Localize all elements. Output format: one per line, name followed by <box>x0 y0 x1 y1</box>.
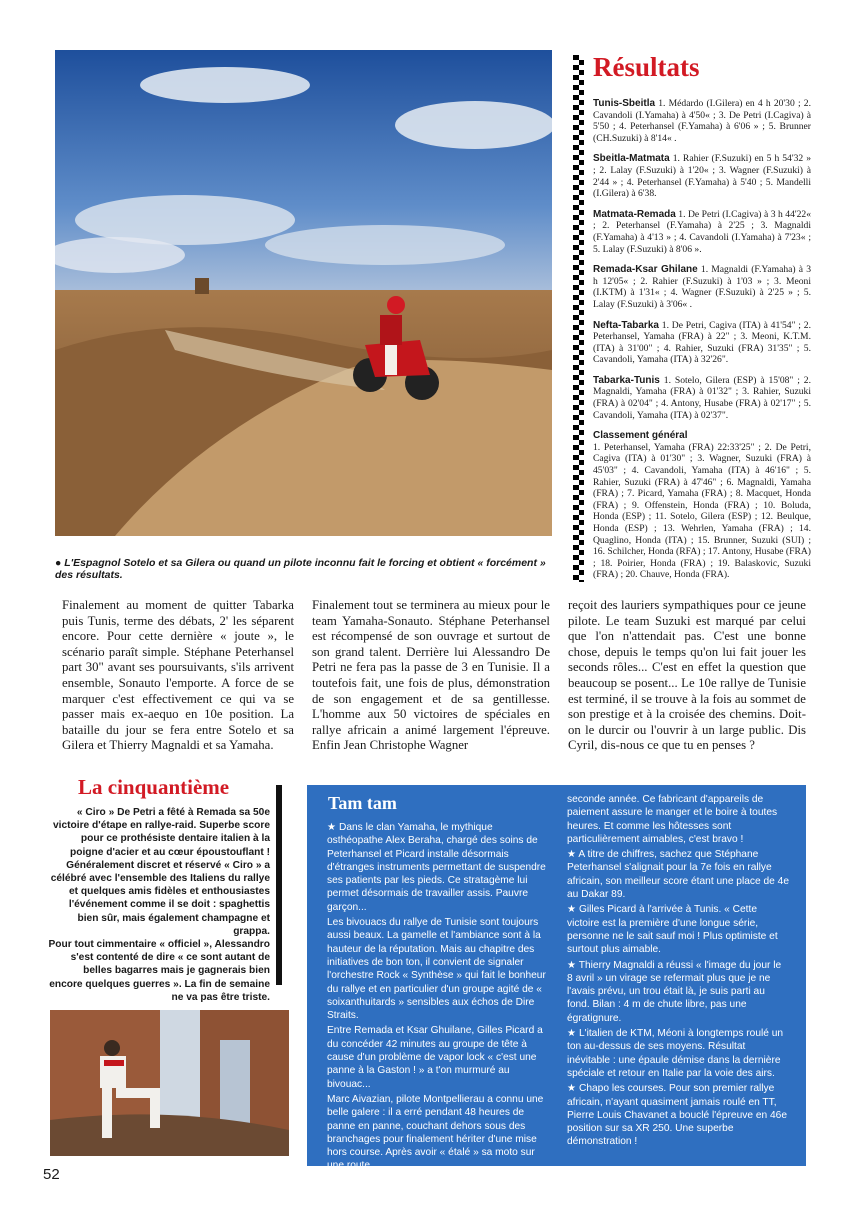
result-item: Nefta-Tabarka 1. De Petri, Cagiva (ITA) à 41'54" ; 2. Peterhansel, Yamaha (FRA) à 22" ; 3. Meoni, K.T.M. (ITA) à 31'00" ; 4. Rahier, Suzuki (FRA) 31'35" ; 5. Cavandoli, Yamaha (ITA) à 32'26". <box>593 319 811 366</box>
cinquantieme-paragraph: « Ciro » De Petri a fêté à Remada sa 50e victoire d'étape en rallye-raid. Superbe score pour ce prothésiste dentaire italien à la poigne d'acier et au cœur époustouflant ! <box>52 807 270 858</box>
tamtam-column-left <box>327 821 549 1190</box>
sidebar-rule <box>276 785 282 985</box>
tamtam-paragraph: ★ Gilles Picard à l'arrivée à Tunis. « Cette victoire est la première d'une longue série, personne ne le sait sauf moi ! Plus optimiste et surtout plus aimable. <box>567 904 778 956</box>
cinquantieme-paragraph: Généralement discret et réservé « Ciro » a célébré avec l'ensemble des Italiens du rallye et quelques amis fidèles et enthousiastes l'événement comme il se doit : spaghettis bien sûr, mais également champagne et grappa. <box>50 859 270 937</box>
results-list <box>593 98 811 590</box>
cinquantieme-paragraph: Pour tout cimmentaire « officiel », Alessandro s'est contenté de dire « ce sont autant de belles bagarres mais je gagnerais bien encore quelques guerres ». La fin de semaine ne va pas être triste. <box>48 939 270 1003</box>
rally-photo <box>55 50 552 536</box>
cinquantieme-body <box>48 806 270 1004</box>
page-number: 52 <box>43 1166 60 1183</box>
results-title: Résultats <box>593 52 700 82</box>
photo-caption: ● L'Espagnol Sotelo et sa Gilera ou quand un pilote inconnu fait le forcing et obtient « forcément » des résultats. <box>55 557 546 581</box>
result-item: Sbeitla-Matmata 1. Rahier (F.Suzuki) en 5 h 54'32 » ; 2. Lalay (F.Suzuki) à 1'20« ; 3. Wagner (F.Suzuki) à 2'44 » ; 4. Peterhansel (F.Yamaha) à 5'40 ; 5. Mandelli (I.Gilera) à 6'38. <box>593 153 811 200</box>
tamtam-paragraph: ★ Dans le clan Yamaha, le mythique osthéopathe Alex Beraha, chargé des soins de Peterhansel et Picard installe désormais d'étranges instruments permettant de suspendre ses patients par les pieds. Ce stratagème lui permet désormais de travailler assis. Pauvre garçon... <box>327 822 546 913</box>
tamtam-paragraph: seconde année. Ce fabricant d'appareils de paiement assure le manger et le boire à toutes heures. Et comme les hôtesses sont particulièrement aimables, c'est bravo ! <box>567 794 778 845</box>
article-column-3: reçoit des lauriers sympathiques pour ce jeune pilote. Le team Suzuki est marqué par celui que l'on n'attendait pas. C'est une bonne chose, depuis le temps qu'on lui fait jouer les seconds rôles... C'est en effet la question que beaucoup se posent... Le 10e rallye de Tunisie est terminé, il se trouve à la fois au sommet de son prestige et à la croisée des chemins. Doit-on le durcir ou l'ouvrir à un large public. Dis Cyril, dis-nous ce que tu en penses ? <box>568 598 806 753</box>
result-item: Remada-Ksar Ghilane 1. Magnaldi (F.Yamaha) à 3 h 12'05« ; 2. Rahier (F.Suzuki) à 1'03 » ; 3. Meoni (I.KTM) à 1'31« ; 4. Wagner (F.Suzuki) à 2'25 » ; 5. Lalay (F.Suzuki) à 3'06« . <box>593 264 811 310</box>
result-item: Tunis-Sbeitla 1. Médardo (I.Gilera) en 4 h 20'30 ; 2. Cavandoli (I.Yamaha) à 4'50« ; 3. De Petri (I.Cagiva) à 5'50 ; 4. Peterhansel (F.Yamaha) à 6'06 » ; 5. Brunner (CH.Suzuki) à 8'14« . <box>593 98 811 144</box>
tamtam-paragraph: Entre Remada et Ksar Ghuilane, Gilles Picard a du concéder 42 minutes au groupe de tête à cause d'un problème de vapor lock « c'est une panne à la Gaston ! » a t'on murmuré au bivouac... <box>327 1025 543 1090</box>
tamtam-paragraph: ★ A titre de chiffres, sachez que Stéphane Peterhansel s'alignait pour la 7e fois en rallye africain, son meilleur score étant une place de 4e au Dakar 89. <box>567 849 789 901</box>
checkered-border <box>579 55 584 582</box>
rider-portrait-photo <box>50 1010 289 1156</box>
tamtam-paragraph: ★ Chapo les courses. Pour son premier rallye africain, n'ayant quasiment jamais roulé en TT, Pierre Louis Chavanet a bouclé l'épreuve en 46e position sur sa XR 250. Une superbe démonstration ! <box>567 1083 787 1148</box>
tamtam-column-right <box>567 793 789 1151</box>
tamtam-paragraph: ★ Thierry Magnaldi a réussi « l'image du jour le 8 avril » un virage se refermait plus que je ne l'avais prévu, un trou était là, je suis parti au fond. Bilan : 4 m de chute libre, pas une égratignure. <box>567 959 782 1024</box>
article-column-1: Finalement au moment de quitter Tabarka puis Tunis, terme des débats, 2' les séparent encore. Pour cette dernière « joute », le scénario paraît simple. Stéphane Peterhansel part 30" avant ses poursuivants, s'ils arrivent ensemble, Sonauto l'emporte. A force de se marquer c'est effectivement ce qui va se passer mais ex-aequo en 10e position. La bataille du jour se fera entre Sotelo et sa Gilera et Thierry Magnaldi et sa Yamaha. <box>62 598 294 753</box>
tamtam-title: Tam tam <box>328 793 397 813</box>
tamtam-paragraph: Les bivouacs du rallye de Tunisie sont toujours aussi beaux. La gamelle et l'ambiance sont à la hauteur de la réputation. Mais au chapitre des initiatives de bon ton, il convient de signaler l'orchestre Rock « Synthèse » qui fait le bonheur du rallye et en particulier d'un groupe agité de « soixanthuitards » sensibles aux échos de Dire Straits. <box>327 917 546 1022</box>
tamtam-paragraph: PIE Electronique est présent sur le rallye pour la <box>327 1175 546 1187</box>
tamtam-paragraph: ★ L'italien de KTM, Méoni à longtemps roulé un ton au-dessus de ses moyens. Résultat inévitable : une épaule démise dans la dernière spéciale et retour en Italie par la voie des airs. <box>567 1028 784 1079</box>
cinquantieme-title: La cinquantième <box>78 775 230 799</box>
general-classification: Classement général 1. Peterhansel, Yamaha (FRA) 22:33'25" ; 2. De Petri, Cagiva (ITA) à 01'30" ; 3. Wagner, Suzuki (FRA) à 45'03" ; 4. Cavandoli, Yamaha (ITA) à 46'16" ; 5. Rahier, Suzuki (FRA) à 47'46" ; 6. Magnaldi, Yamaha (FRA) ; 7. Picard, Yamaha (FRA) ; 8. Macquet, Honda (FRA) ; 9. Offenstein, Honda (FRA) ; 10. Boluda, Honda (ESP) ; 11. Sotelo, Gilera (ESP) ; 12. Beulque, Honda (ESP) ; 13. Wehrlen, Yamaha (FRA) ; 14. Quaglino, Honda (ITA) ; 15. Brunner, Suzuki (SUI) ; 16. Schilcher, Honda (RFA) ; 17. Antony, Husabe (FRA) ; 18. Poirier, Honda (FRA) ; 19. Balaskovic, Suzuki (FRA) ; 20. Chauve, Honda (FRA). <box>593 430 811 581</box>
tamtam-paragraph: Marc Aivazian, pilote Montpellierau a connu une belle galere : il a erré pendant 48 heures de panne en panne, couchant dehors sous des branchages pour finalement hériter d'une mise hors course. Après avoir « étalé » sa moto sur une route. <box>327 1093 544 1172</box>
article-column-2: Finalement tout se terminera au mieux pour le team Yamaha-Sonauto. Stéphane Peterhansel est récompensé de son ouvrage et surtout de son grand talent. Derrière lui Alessandro De Petri ne fera pas la passe de 3 en Tunisie. Il a toutefois fait, une fois de plus, démonstration de son engagement et de sa gentillesse. L'homme aux 50 victoires de spéciales en rallye africain a animé largement l'épreuve. Enfin Jean Christophe Wagner <box>312 598 550 753</box>
result-item: Tabarka-Tunis 1. Sotelo, Gilera (ESP) à 15'08" ; 2. Magnaldi, Yamaha (FRA) à 01'32" ; 3. Rahier, Suzuki (FRA) à 02'04" ; 4. Antony, Husabe (FRA) à 02'17" ; 5. Cavandoli, Yamaha (ITA) à 02'37". <box>593 374 811 421</box>
result-item: Matmata-Remada 1. De Petri (I.Cagiva) à 3 h 44'22« ; 2. Peterhansel (F.Yamaha) à 2'25 ; 3. Magnaldi (F.Yamaha) à 4'13 » ; 4. Cavandoli (I.Yamaha) à 7'23« ; 5. Lalay (F.Suzuki) à 8'06 ». <box>593 208 811 255</box>
